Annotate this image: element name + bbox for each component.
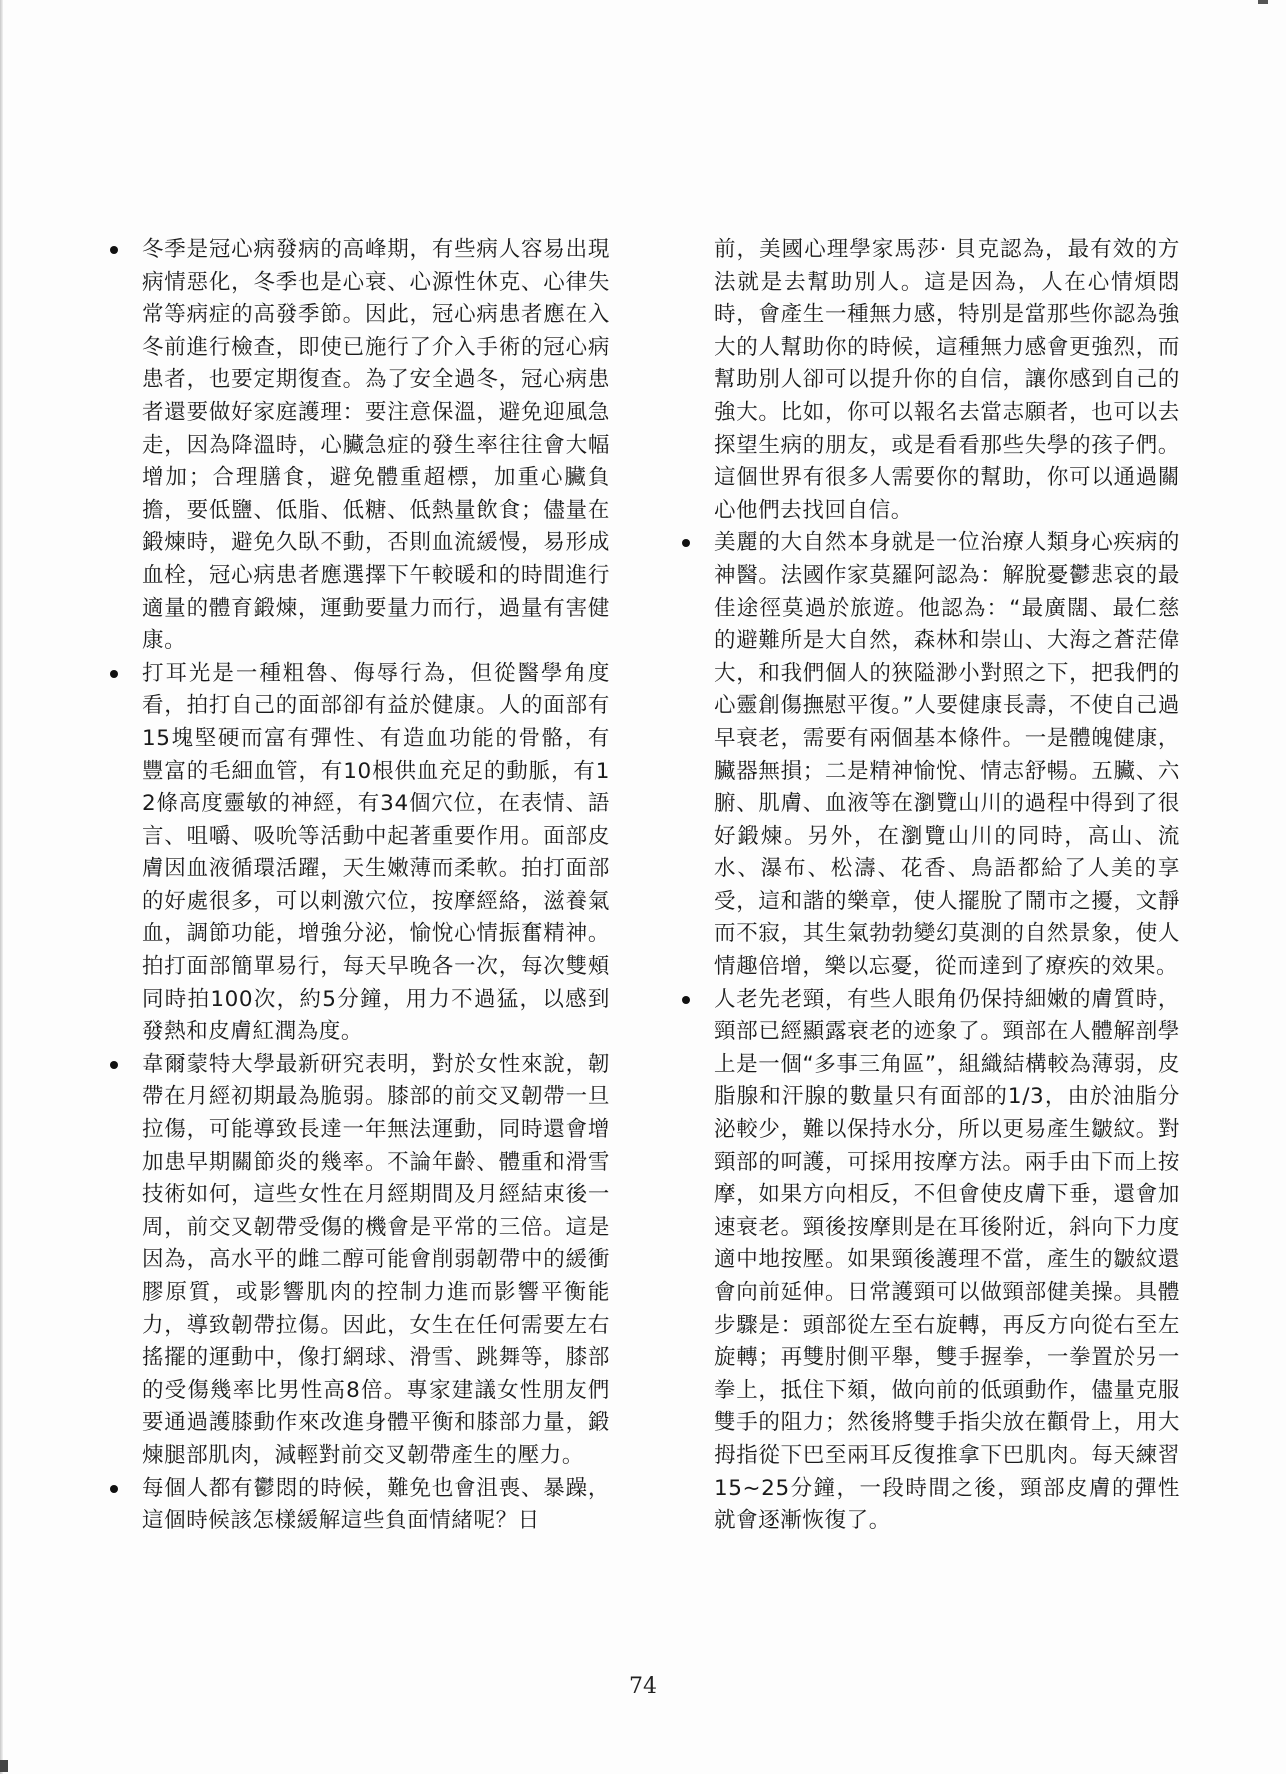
right-column <box>680 234 1180 1538</box>
scan-mark <box>1258 0 1268 4</box>
paragraph-ligament-study <box>108 1049 610 1473</box>
page-number: 74 <box>629 1674 657 1699</box>
paragraph-text: 韋爾蒙特大學最新研究表明，對於女性來說，韌帶在月經初期最為脆弱。膝部的前交叉韌帶一旦拉傷，可能導致長達一年無法運動，同時還會增加患早期關節炎的幾率。不論年齡、體重和滑雪技術如何，這些女性在月經期間及月經結束後一周，前交叉韌帶受傷的機會是平常的三倍。這是因為，高水平的雌二醇可能會削弱韌帶中的緩衝膠原質，或影響肌肉的控制力進而影響平衡能力，導致韌帶拉傷。因此，女生在任何需要左右搖擺的運動中，像打網球、滑雪、跳舞等，膝部的受傷幾率比男性高8倍。專家建議女性朋友們要通過護膝動作來改進身體平衡和膝部力量，鍛煉腿部肌肉，減輕對前交叉韌帶產生的壓力。 <box>142 1051 610 1468</box>
paragraph-text: 前，美國心理學家馬莎· 貝克認為，最有效的方法就是去幫助別人。這是因為，人在心情煩悶時，會產生一種無力感，特別是當那些你認為強大的人幫助你的時候，這種無力感會更強烈，而幫助別人卻可以提升你的自信，讓你感到自己的強大。比如，你可以報名去當志願者，也可以去探望生病的朋友，或是看看那些失學的孩子們。這個世界有很多人需要你的幫助，你可以通過關心他們去找回自信。 <box>714 237 1180 523</box>
paragraph-depression-start <box>108 1473 610 1538</box>
paragraph-text: 人老先老頸，有些人眼角仍保持細嫩的膚質時，頸部已經顯露衰老的迹象了。頸部在人體解剖學上是一個“多事三角區”，組織結構較為薄弱，皮脂腺和汗腺的數量只有面部的1/3，由於油脂分泌較少，難以保持水分，所以更易產生皺紋。對頸部的呵護，可採用按摩方法。兩手由下而上按摩，如果方向相反，不但會使皮膚下垂，還會加速衰老。頸後按摩則是在耳後附近，斜向下力度適中地按壓。如果頸後護理不當，產生的皺紋還會向前延伸。日常護頸可以做頸部健美操。具體步驟是：頭部從左至右旋轉，再反方向從右至左旋轉；再雙肘側平舉，雙手握拳，一拳置於另一拳上，抵住下頦，做向前的低頭動作，儘量克服雙手的阻力；然後將雙手指尖放在顴骨上，用大拇指從下巴至兩耳反復推拿下巴肌肉。每天練習15~25分鐘，一段時間之後，頸部皮膚的彈性就會逐漸恢復了。 <box>714 986 1180 1534</box>
paragraph-text: 每個人都有鬱悶的時候，難免也會沮喪、暴躁，這個時候該怎樣緩解這些負面情緒呢？日 <box>142 1475 610 1534</box>
paragraph-nature-healing <box>680 527 1180 983</box>
paragraph-face-slapping <box>108 658 610 1049</box>
paragraph-text: 打耳光是一種粗魯、侮辱行為，但從醫學角度看，拍打自己的面部卻有益於健康。人的面部有15塊堅硬而富有彈性、有造血功能的骨骼，有豐富的毛細血管，有10根供血充足的動脈，有12條高度靈敏的神經，有34個穴位，在表情、語言、咀嚼、吸吮等活動中起著重要作用。面部皮膚因血液循環活躍，天生嫩薄而柔軟。拍打面部的好處很多，可以刺激穴位，按摩經絡，滋養氣血，調節功能，增強分泌，愉悅心情振奮精神。拍打面部簡單易行，每天早晚各一次，每次雙頰同時拍100次，約5分鐘，用力不過猛，以感到發熱和皮膚紅潤為度。 <box>142 660 610 1045</box>
paragraph-text: 美麗的大自然本身就是一位治療人類身心疾病的神醫。法國作家莫羅阿認為：解脫憂鬱悲哀的最佳途徑莫過於旅遊。他認為：“最廣闊、最仁慈的避難所是大自然，森林和崇山、大海之蒼茫偉大，和我們個人的狹隘渺小對照之下，把我們的心靈創傷撫慰平復。”人要健康長壽，不使自己過早衰老，需要有兩個基本條件。一是體魄健康，臟器無損；二是精神愉悅、情志舒暢。五臟、六腑、肌膚、血液等在瀏覽山川的過程中得到了很好鍛煉。另外，在瀏覽山川的同時，高山、流水、瀑布、松濤、花香、鳥語都給了人美的享受，這和諧的樂章，使人擺脫了鬧市之擾，文靜而不寂，其生氣勃勃變幻莫測的自然景象，使人情趣倍增，樂以忘憂，從而達到了療疾的效果。 <box>714 530 1180 980</box>
paragraph-heart-disease <box>108 234 610 658</box>
bullet-icon <box>110 1485 118 1493</box>
scan-mark <box>0 1760 8 1772</box>
paragraph-depression-continued <box>680 234 1180 527</box>
bullet-icon <box>682 539 690 547</box>
paragraph-neck-care <box>680 984 1180 1538</box>
bullet-icon <box>682 996 690 1004</box>
paragraph-text: 冬季是冠心病發病的高峰期，有些病人容易出現病情惡化，冬季也是心衰、心源性休克、心律失常等病症的高發季節。因此，冠心病患者應在入冬前進行檢查，即使已施行了介入手術的冠心病患者，也要定期復查。為了安全過冬，冠心病患者還要做好家庭護理：要注意保溫，避免迎風急走，因為降溫時，心臟急症的發生率往往會大幅增加；合理膳食，避免體重超標，加重心臟負擔，要低鹽、低脂、低糖、低熱量飲食；儘量在鍛煉時，避免久臥不動，否則血流緩慢，易形成血栓，冠心病患者應選擇下午較暖和的時間進行適量的體育鍛煉，運動要量力而行，過量有害健康。 <box>142 237 610 654</box>
left-column <box>108 234 610 1538</box>
bullet-icon <box>110 246 118 254</box>
bullet-icon <box>110 1061 118 1069</box>
scan-edge <box>0 0 3 1774</box>
bullet-icon <box>110 670 118 678</box>
